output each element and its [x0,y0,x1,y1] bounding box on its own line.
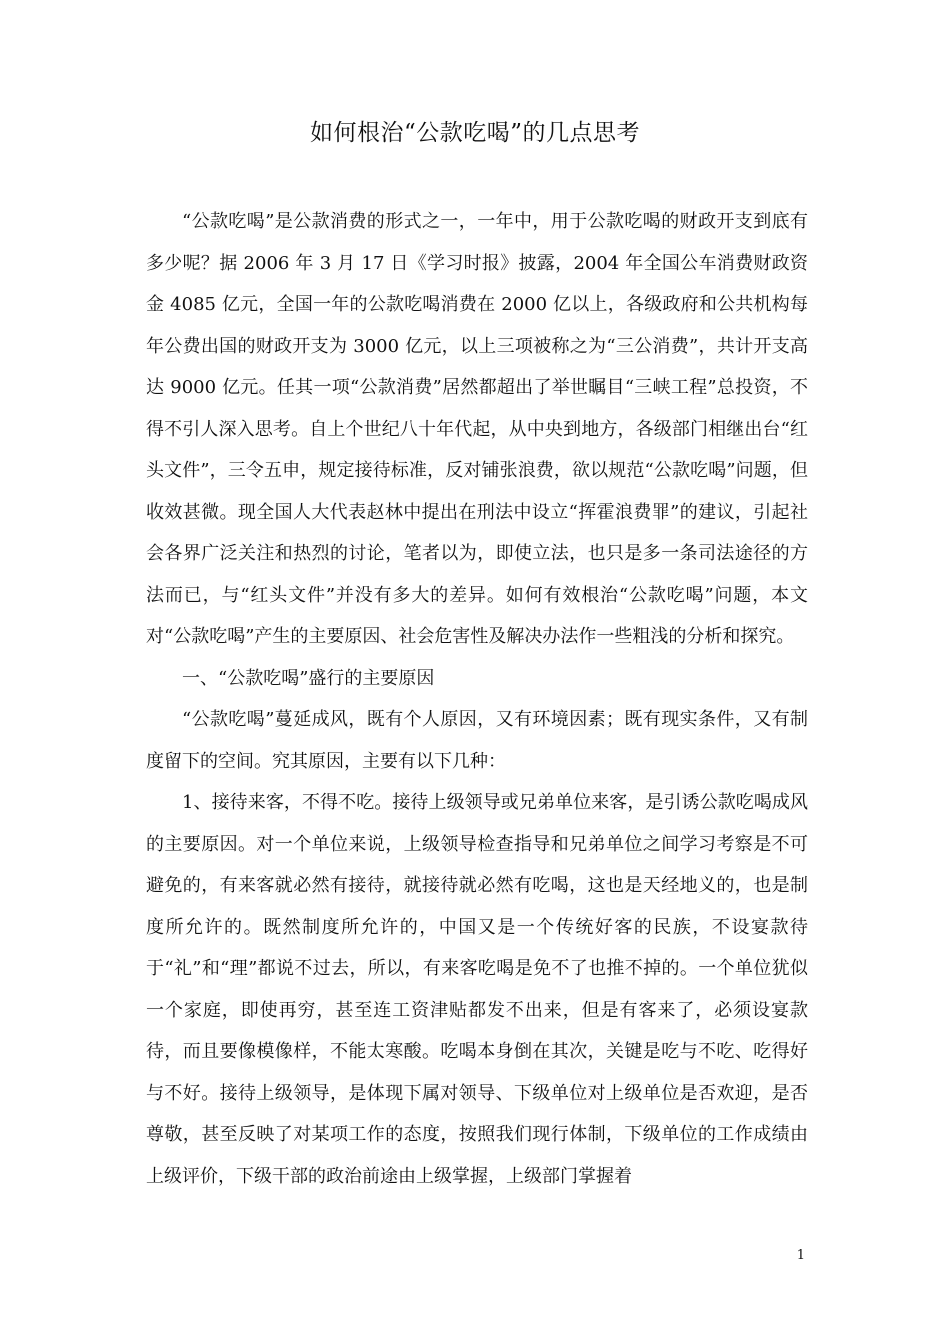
paragraph-reason-1: 1、接待来客，不得不吃。接待上级领导或兄弟单位来客，是引诱公款吃喝成风的主要原因。对一个单位来说，上级领导检查指导和兄弟单位之间学习考察是不可避免的，有来客就必然有接待，就接待就必然有吃喝，这也是天经地义的，也是制度所允许的。既然制度所允许的，中国又是一个传统好客的民族，不设宴款待于“礼”和“理”都说不过去，所以，有来客吃喝是免不了也推不掉的。一个单位犹似一个家庭，即使再穷，甚至连工资津贴都发不出来，但是有客来了，必须设宴款待，而且要像模像样，不能太寒酸。吃喝本身倒在其次，关键是吃与不吃、吃得好与不好。接待上级领导，是体现下属对领导、下级单位对上级单位是否欢迎，是否尊敬，甚至反映了对某项工作的态度，按照我们现行体制，下级单位的工作成绩由上级评价，下级干部的政治前途由上级掌握，上级部门掌握着 [146,792,808,1187]
document-body [146,201,808,1197]
document-title: 如何根治“公款吃喝”的几点思考 [309,120,641,146]
paragraph-intro: “公款吃喝”是公款消费的形式之一，一年中，用于公款吃喝的财政开支到底有多少呢？据 2006 年 3 月 17 日《学习时报》披露，2004 年全国公车消费财政资金 4085 亿元，全国一年的公款吃喝消费在 2000 亿以上，各级政府和公共机构每年公费出国的财政开支为 3000 亿元，以上三项被称之为“三公消费”，共计开支高达 9000 亿元。任其一项“公款消费”居然都超出了举世瞩目“三峡工程”总投资，不得不引人深入思考。自上个世纪八十年代起，从中央到地方，各级部门相继出台“红头文件”，三令五申，规定接待标准，反对铺张浪费，欲以规范“公款吃喝”问题，但收效甚微。现全国人大代表赵林中提出在刑法中设立“挥霍浪费罪”的建议，引起社会各界广泛关注和热烈的讨论，笔者以为，即使立法，也只是多一条司法途径的方法而已，与“红头文件”并没有多大的差异。如何有效根治“公款吃喝”问题，本文对“公款吃喝”产生的主要原因、社会危害性及解决办法作一些粗浅的分析和探究。 [146,211,808,647]
section-heading-1: 一、“公款吃喝”盛行的主要原因 [182,667,435,689]
page-number: 1 [796,1248,805,1263]
paragraph-reasons-overview: “公款吃喝”蔓延成风，既有个人原因，又有环境因素；既有现实条件，又有制度留下的空间。究其原因，主要有以下几种： [146,709,808,772]
